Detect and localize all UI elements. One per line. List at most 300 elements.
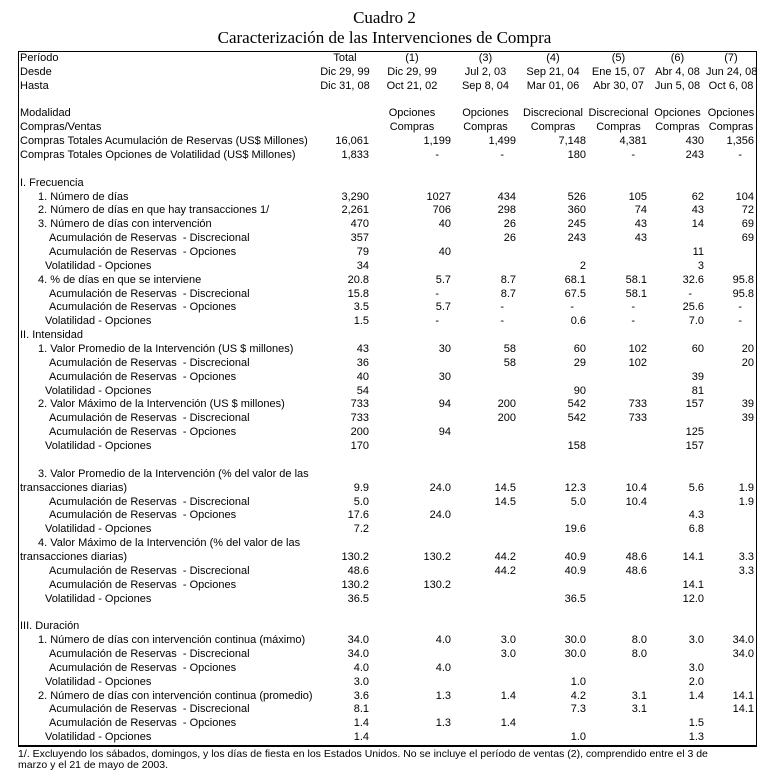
cell: 8.7 (500, 273, 516, 286)
cell: 25.6 (682, 301, 704, 314)
cell: Oct 21, 02 (386, 79, 438, 92)
cell (371, 412, 453, 426)
cell: 200 (497, 412, 516, 425)
cell: 2.0 (688, 675, 704, 688)
cell (453, 703, 518, 717)
cell (588, 260, 649, 274)
cell: - (500, 301, 504, 314)
cell (319, 177, 371, 191)
cell (371, 496, 453, 510)
cell: 24.0 (429, 481, 451, 494)
cell (453, 662, 518, 676)
cell: 1.3 (688, 731, 704, 744)
cell: - (688, 287, 692, 300)
cell (588, 385, 649, 399)
cell: 43 (634, 232, 647, 245)
cell (453, 246, 518, 260)
cell: (5) (611, 52, 626, 64)
cell (649, 357, 706, 371)
cell: Dic 31, 08 (320, 79, 370, 92)
cell (588, 593, 649, 607)
cell: 4.3 (688, 509, 704, 522)
table-row (19, 565, 756, 579)
cell: 9.9 (353, 481, 369, 494)
cell: 14.1 (682, 578, 704, 591)
table-row (19, 66, 756, 80)
cell (371, 620, 453, 634)
cell: Jul 2, 03 (464, 65, 507, 78)
cell: - (738, 315, 742, 328)
cell (371, 440, 453, 454)
cell: (1) (405, 52, 419, 64)
cell: 3.0 (353, 675, 369, 688)
cell: 43 (691, 204, 704, 217)
row-label: I. Frecuencia (20, 176, 84, 189)
cell: 36.5 (564, 592, 586, 605)
cell (319, 537, 371, 551)
cell: 20 (741, 356, 754, 369)
cell (649, 468, 706, 482)
cell (453, 329, 518, 343)
cell: 68.1 (564, 273, 586, 286)
cell: 180 (567, 149, 586, 162)
row-label: Acumulación de Reservas - Discrecional (49, 232, 250, 245)
cell (518, 620, 588, 634)
cell: - (435, 315, 439, 328)
cell: 81 (691, 384, 704, 397)
cell: 245 (567, 218, 586, 231)
row-label: Acumulación de Reservas - Discrecional (49, 356, 250, 369)
cell: 733 (350, 412, 369, 425)
row-label: Acumulación de Reservas - Discrecional (49, 287, 250, 300)
cell: 3.0 (688, 661, 704, 674)
cell: - (738, 149, 742, 162)
cell (706, 537, 756, 551)
cell: 20 (741, 343, 754, 356)
cell: 470 (350, 218, 369, 231)
table-row (19, 579, 756, 593)
cell (319, 620, 371, 634)
cell: 3.1 (631, 703, 647, 716)
cell: 1,833 (341, 149, 369, 162)
row-label: Acumulación de Reservas - Opciones (49, 578, 237, 591)
cell: - (570, 301, 574, 314)
cell: 2,261 (341, 204, 369, 217)
row-label: Volatilidad - Opciones (45, 675, 152, 688)
cell: 7.2 (353, 523, 369, 536)
cell: 48.6 (625, 564, 647, 577)
cell (453, 676, 518, 690)
cell: 1.9 (738, 481, 754, 494)
row-label: 3. Número de días con intervención (38, 218, 212, 231)
cell: 1.5 (353, 315, 369, 328)
table-row (19, 468, 756, 482)
row-label: 2. Valor Máximo de la Intervención (US $ millones) (38, 398, 285, 411)
row-label: Modalidad (20, 107, 71, 120)
row-label: 4. % de días en que se interviene (38, 273, 202, 286)
cell (518, 246, 588, 260)
cell: 1.3 (435, 717, 451, 730)
spacer-row (19, 454, 756, 468)
cell (588, 329, 649, 343)
cell (371, 232, 453, 246)
cell (706, 246, 756, 260)
cell: Total (333, 52, 357, 64)
cell: 30 (438, 343, 451, 356)
cell: 60 (573, 343, 586, 356)
table-title: Caracterización de las Intervenciones de Compra (217, 28, 552, 47)
cell (649, 329, 706, 343)
row-label: Compras/Ventas (20, 121, 102, 134)
cell: - (631, 301, 635, 314)
cell: 1.9 (738, 495, 754, 508)
table-row (19, 634, 756, 648)
row-label: Volatilidad - Opciones (45, 384, 152, 397)
cell (706, 523, 756, 537)
cell: 12.0 (682, 592, 704, 605)
table-row (19, 620, 756, 634)
cell: 15.8 (347, 287, 369, 300)
table-row (19, 385, 756, 399)
cell (371, 593, 453, 607)
cell (453, 371, 518, 385)
cell: 20.8 (347, 273, 369, 286)
row-label: Acumulación de Reservas - Discrecional (49, 703, 250, 716)
row-label: Desde (20, 65, 52, 78)
cell: 40 (438, 246, 451, 259)
cell: 40.9 (564, 564, 586, 577)
cell: 157 (685, 398, 704, 411)
row-label: Acumulación de Reservas - Opciones (49, 426, 237, 439)
cell: 6.8 (688, 523, 704, 536)
row-label: Acumulación de Reservas - Opciones (49, 717, 237, 730)
cell: - (435, 287, 439, 300)
cell (706, 509, 756, 523)
cell (371, 468, 453, 482)
cell: Discrecional (523, 107, 583, 120)
cell: 3.5 (353, 301, 369, 314)
cell: 5.7 (435, 301, 451, 314)
cell (453, 426, 518, 440)
row-label: 3. Valor Promedio de la Intervención (% del valor de las (38, 467, 309, 480)
cell: 8.7 (500, 287, 516, 300)
cell (706, 371, 756, 385)
cell (649, 232, 706, 246)
table-row (19, 246, 756, 260)
row-label: Acumulación de Reservas - Discrecional (49, 495, 250, 508)
cell: 14.1 (732, 689, 754, 702)
cell (588, 731, 649, 745)
table-row (19, 648, 756, 662)
cell: 3.0 (688, 634, 704, 647)
cell (518, 177, 588, 191)
spacer-row (19, 163, 756, 177)
table-row (19, 412, 756, 426)
cell: 40 (438, 218, 451, 231)
row-label: Acumulación de Reservas - Discrecional (49, 564, 250, 577)
cell (371, 703, 453, 717)
cell: 34.0 (347, 647, 369, 660)
cell (518, 579, 588, 593)
cell: Compras (596, 121, 641, 134)
row-label: Compras Totales Acumulación de Reservas (US$ Millones) (20, 135, 308, 148)
cell: 95.8 (732, 273, 754, 286)
table-row (19, 288, 756, 302)
cell (649, 412, 706, 426)
cell (706, 593, 756, 607)
cell (588, 523, 649, 537)
cell: Dic 29, 99 (320, 65, 370, 78)
table-row (19, 690, 756, 704)
row-label: 1. Valor Promedio de la Intervención (US $ millones) (38, 343, 294, 356)
cell: 69 (741, 232, 754, 245)
row-label: Volatilidad - Opciones (45, 259, 152, 272)
row-label: Acumulación de Reservas - Opciones (49, 246, 237, 259)
cell (453, 731, 518, 745)
cell: 67.5 (564, 287, 586, 300)
cell (518, 329, 588, 343)
table-row (19, 496, 756, 510)
row-label: Volatilidad - Opciones (45, 731, 152, 744)
cell: Compras (708, 121, 754, 134)
cell: 5.6 (688, 481, 704, 494)
cell: 40.9 (564, 550, 586, 563)
cell: 4.0 (353, 661, 369, 674)
cell: 17.6 (347, 509, 369, 522)
cell: (6) (670, 52, 685, 64)
table-row (19, 551, 756, 565)
cell: 8.1 (353, 703, 369, 716)
cell: 36 (356, 356, 369, 369)
cell (371, 676, 453, 690)
cell (371, 177, 453, 191)
cell (371, 731, 453, 745)
cell: 3.3 (738, 550, 754, 563)
cell (706, 579, 756, 593)
cell: 200 (497, 398, 516, 411)
cell: 4.0 (435, 661, 451, 674)
table-row (19, 80, 756, 94)
table-row (19, 204, 756, 218)
spacer-row (19, 606, 756, 620)
table-row (19, 343, 756, 357)
cell (706, 177, 756, 191)
cell: 90 (573, 384, 586, 397)
cell: 3 (697, 259, 704, 272)
cell (371, 329, 453, 343)
cell: Sep 21, 04 (526, 65, 580, 78)
table-row (19, 482, 756, 496)
cell (649, 620, 706, 634)
cell: 357 (350, 232, 369, 245)
cell: 26 (503, 232, 516, 245)
cell: 130.2 (341, 578, 369, 591)
cell (706, 440, 756, 454)
cell: 8.0 (631, 647, 647, 660)
cell: 48.6 (625, 550, 647, 563)
cell: Opciones (388, 107, 436, 120)
cell: 30.0 (564, 647, 586, 660)
cell: 200 (350, 426, 369, 439)
cell (453, 260, 518, 274)
cell: 11 (692, 246, 704, 259)
cell: 94 (438, 398, 451, 411)
cell: 733 (350, 398, 369, 411)
row-label: Volatilidad - Opciones (45, 315, 152, 328)
cell (588, 579, 649, 593)
cell (453, 440, 518, 454)
cell: 1,199 (423, 135, 451, 148)
cell: 130.2 (423, 578, 451, 591)
cell: 102 (628, 356, 647, 369)
cell: Ene 15, 07 (591, 65, 646, 78)
cell: 5.0 (353, 495, 369, 508)
row-label: transacciones diarias) (20, 550, 127, 563)
table-row (19, 357, 756, 371)
cell (453, 523, 518, 537)
table-row (19, 662, 756, 676)
cell (649, 648, 706, 662)
cell: 14.5 (494, 495, 516, 508)
cell: Dic 29, 99 (387, 65, 437, 78)
cell: 1.4 (353, 731, 369, 744)
footnote-line-1: 1/. Excluyendo los sábados, domingos, y los días de fiesta en los Estados Unidos. No se incluye el período de ventas (2), comprendido entre el 3 de (18, 747, 708, 760)
row-label: 1. Número de días con intervención continua (máximo) (38, 634, 306, 647)
cell (518, 371, 588, 385)
cell: Sep 8, 04 (461, 79, 510, 92)
row-label: Acumulación de Reservas - Opciones (49, 301, 237, 314)
row-label: transacciones diarias) (20, 481, 127, 494)
cell: Discrecional (588, 107, 649, 120)
cell (706, 468, 756, 482)
cell (649, 537, 706, 551)
cell: 3.1 (631, 689, 647, 702)
table-row (19, 149, 756, 163)
cell (319, 107, 371, 121)
cell (588, 620, 649, 634)
cell: Compras (389, 121, 435, 134)
cell: (4) (546, 52, 560, 64)
cell (706, 329, 756, 343)
cell: 44.2 (494, 550, 516, 563)
cell: 30.0 (564, 634, 586, 647)
cell: Oct 6, 08 (708, 79, 754, 92)
cell (588, 246, 649, 260)
cell: 7.3 (570, 703, 586, 716)
cell: 3.6 (353, 689, 369, 702)
cell (588, 676, 649, 690)
cell: 542 (567, 412, 586, 425)
cell: Abr 4, 08 (655, 65, 700, 78)
cell (588, 537, 649, 551)
cell (706, 385, 756, 399)
table-row (19, 52, 756, 66)
cell (518, 717, 588, 731)
cell: 104 (735, 190, 754, 203)
cell: 1.5 (688, 717, 704, 730)
cell: 34.0 (732, 634, 754, 647)
cell: 10.4 (625, 495, 647, 508)
table-row (19, 703, 756, 717)
cell: 158 (567, 440, 586, 453)
table-row (19, 232, 756, 246)
cell: 170 (350, 440, 369, 453)
cell: 430 (685, 135, 704, 148)
cell: 34 (356, 259, 369, 272)
row-label: 2. Número de días en que hay transacciones 1/ (38, 204, 270, 217)
cell: 16,061 (335, 135, 369, 148)
cell: (3) (478, 52, 493, 64)
table-row (19, 371, 756, 385)
cell: 1.0 (570, 731, 586, 744)
cell: 125 (685, 426, 704, 439)
cell: 157 (685, 440, 704, 453)
cell (518, 537, 588, 551)
cell: 1.4 (688, 689, 704, 702)
row-label: Acumulación de Reservas - Opciones (49, 509, 237, 522)
cell (588, 662, 649, 676)
cell (319, 121, 371, 135)
cell: 43 (356, 343, 369, 356)
cell: Compras (463, 121, 508, 134)
cell (453, 620, 518, 634)
cell (588, 468, 649, 482)
cell: 40 (356, 370, 369, 383)
cell: 60 (691, 343, 704, 356)
table-number-title: Cuadro 2 (353, 8, 416, 27)
cell: 1.4 (500, 717, 516, 730)
cell (588, 717, 649, 731)
cell: 526 (567, 190, 586, 203)
footnote-line-2: marzo y el 21 de mayo de 2003. (18, 758, 169, 771)
cell: Compras (530, 121, 576, 134)
cell: 69 (741, 218, 754, 231)
cell: 94 (438, 426, 451, 439)
cell (649, 703, 706, 717)
cell: 26 (503, 218, 516, 231)
cell (649, 565, 706, 579)
cell: 243 (685, 149, 704, 162)
cell (518, 509, 588, 523)
cell: 5.0 (570, 495, 586, 508)
cell (453, 537, 518, 551)
cell: 360 (567, 204, 586, 217)
cell (588, 509, 649, 523)
cell: 1.4 (500, 689, 516, 702)
cell: Jun 24, 08 (706, 65, 758, 78)
cell: 542 (567, 398, 586, 411)
cell: 54 (356, 384, 369, 397)
row-label: 4. Valor Máximo de la Intervención (% del valor de las (38, 537, 301, 550)
footnote (18, 749, 769, 771)
table-row (19, 440, 756, 454)
cell (453, 593, 518, 607)
cell (588, 426, 649, 440)
row-label: 1. Número de días (38, 190, 129, 203)
cell (649, 496, 706, 510)
cell (518, 426, 588, 440)
cell (453, 509, 518, 523)
cell: 1.4 (353, 717, 369, 730)
cell: 102 (628, 343, 647, 356)
cell (453, 468, 518, 482)
cell: 58.1 (625, 287, 647, 300)
cell (371, 648, 453, 662)
cell (518, 468, 588, 482)
table-row (19, 426, 756, 440)
cell (588, 177, 649, 191)
cell: - (500, 315, 504, 328)
